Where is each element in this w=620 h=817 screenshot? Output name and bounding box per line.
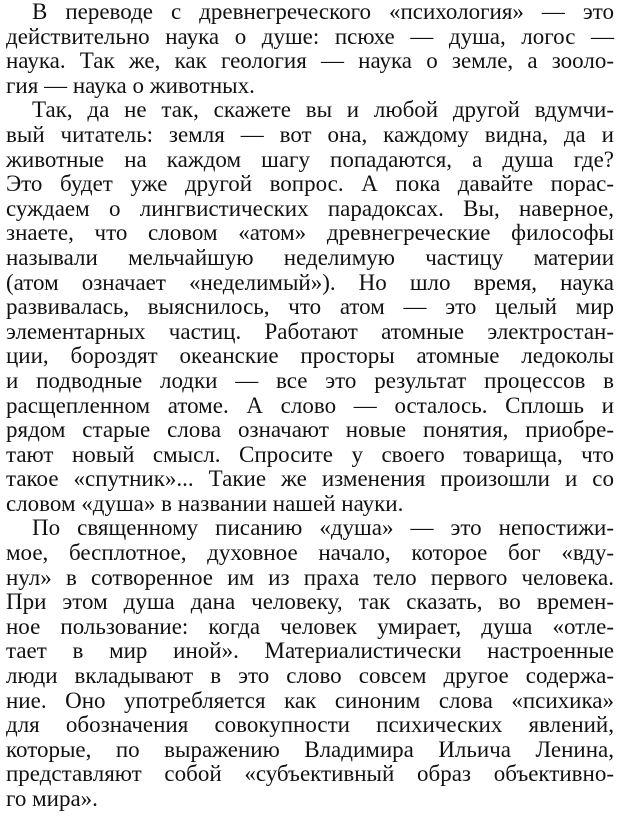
text-line: расщепленном атоме. А слово — осталось. Сплошь и xyxy=(6,392,614,418)
text-line: ное пользование: когда человек умирает, душа «отле- xyxy=(6,613,614,639)
text-line: В переводе с древнегреческого «психология» — это xyxy=(32,0,614,24)
text-line: для обозначения совокупности психических явлений, xyxy=(6,712,614,738)
text-line: го мира». xyxy=(6,786,98,811)
text-line: Так, да не так, скажете вы и любой другой вдумчи- xyxy=(32,97,614,123)
text-line: элементарных частиц. Работают атомные электростан- xyxy=(6,318,614,344)
text-line: животные на каждом шагу попадаются, а душа где? xyxy=(6,146,614,172)
text-line: При этом душа дана человеку, так сказать, во времен- xyxy=(6,589,614,615)
text-line: мое, бесплотное, духовное начало, которое бог «вду- xyxy=(6,540,614,566)
text-line: ние. Оно употребляется как синоним слова «психика» xyxy=(6,687,614,713)
paragraph-psychology-etymology xyxy=(6,0,614,98)
text-line: такое «спутник»... Такие же изменения произошли и со xyxy=(6,466,614,492)
text-line: По священному писанию «душа» — это непостижи- xyxy=(32,515,614,541)
text-line: наука. Так же, как геология — наука о земле, а зооло- xyxy=(6,48,614,74)
text-line: люди вкладывают в это слово совсем другое содержа- xyxy=(6,663,614,689)
text-line: ции, бороздят океанские просторы атомные ледоколы xyxy=(6,343,614,369)
text-line: вый читатель: земля — вот она, каждому видна, да и xyxy=(6,121,614,147)
text-line: и подводные лодки — все это результат процессов в xyxy=(6,367,614,393)
text-line: гия — наука о животных. xyxy=(6,72,255,98)
text-line: представляют собой «субъективный образ объективно- xyxy=(6,761,614,787)
text-line: называли мельчайшую неделимую частицу материи xyxy=(6,244,614,270)
text-line: тают новый смысл. Спросите у своего товарища, что xyxy=(6,441,614,467)
text-line: словом «душа» в названии нашей науки. xyxy=(6,490,404,516)
text-line: (атом означает «неделимый»). Но шло время, наука xyxy=(6,269,614,295)
text-line: действительно наука о душе: псюхе — душа, логос — xyxy=(6,23,614,49)
paragraph-linguistic-paradoxes xyxy=(6,98,614,516)
text-line: знаете, что словом «атом» древнегреческие философы xyxy=(6,220,614,246)
text-line: Это будет уже другой вопрос. А пока давайте порас- xyxy=(6,171,614,197)
text-line: суждаем о лингвистических парадоксах. Вы, наверное, xyxy=(6,195,614,221)
text-line: нул» в сотворенное им из праха тело первого человека. xyxy=(6,564,614,590)
text-line: которые, по выражению Владимира Ильича Ленина, xyxy=(6,736,614,762)
book-page xyxy=(6,0,614,812)
text-line: рядом старые слова означают новые понятия, приобре- xyxy=(6,417,614,443)
paragraph-soul-meaning xyxy=(6,516,614,811)
text-line: развивалась, выяснилось, что атом — это целый мир xyxy=(6,294,614,320)
text-line: тает в мир иной». Материалистически настроенные xyxy=(6,638,614,664)
